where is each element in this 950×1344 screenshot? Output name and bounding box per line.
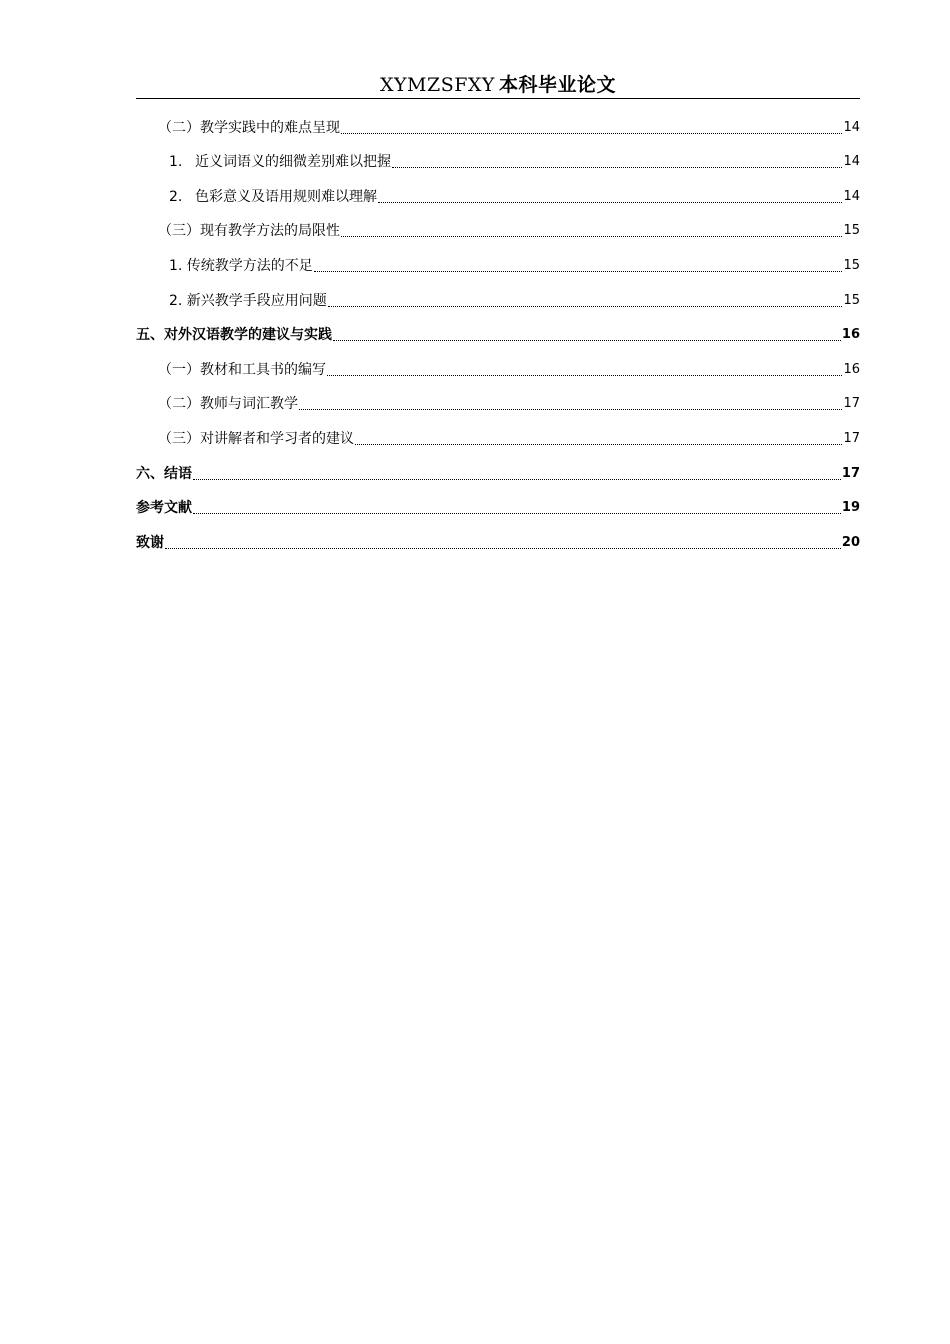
dot-leader [314, 271, 843, 272]
dot-leader [341, 236, 842, 237]
toc-entry-page: 20 [841, 534, 860, 550]
toc-entry-label: （三）现有教学方法的局限性 [158, 223, 340, 240]
dot-leader [328, 306, 843, 307]
toc-entry-number: 2. [169, 188, 183, 205]
dot-leader [341, 133, 842, 134]
toc-entry-label [169, 152, 391, 172]
toc-entry-label: 致谢 [136, 534, 164, 551]
header-latin-text: XYMZSFXY [379, 74, 495, 96]
toc-entry-page: 19 [841, 500, 860, 516]
toc-entry[interactable] [136, 525, 860, 560]
toc-entry-number: 1. [169, 154, 183, 171]
toc-entry-label: 六、结语 [136, 465, 192, 482]
toc-entry-label: 1. 传统教学方法的不足 [169, 257, 313, 274]
toc-entry-text: 近义词语义的细微差别难以把握 [195, 154, 391, 171]
toc-entry-page: 15 [843, 223, 860, 239]
header-rule [136, 98, 860, 99]
toc-entry[interactable] [136, 283, 860, 318]
toc-entry[interactable] [136, 421, 860, 456]
toc-entry-label: 五、对外汉语教学的建议与实践 [136, 327, 332, 344]
toc-entry-text: 色彩意义及语用规则难以理解 [195, 188, 377, 205]
toc-entry[interactable] [136, 456, 860, 491]
dot-leader [333, 340, 841, 341]
toc-entry[interactable] [136, 179, 860, 214]
toc-entry-page: 16 [841, 327, 860, 343]
toc-entry-page: 17 [841, 465, 860, 481]
toc-entry-label: （二）教学实践中的难点呈现 [158, 119, 340, 136]
dot-leader [193, 513, 841, 514]
dot-leader [165, 548, 841, 549]
toc-entry[interactable] [136, 248, 860, 283]
dot-leader [392, 167, 842, 168]
dot-leader [193, 479, 841, 480]
toc-entry-label: 参考文献 [136, 500, 192, 517]
toc-entry-page: 14 [843, 188, 860, 204]
toc-entry[interactable] [136, 491, 860, 526]
toc-entry-label: 2. 新兴教学手段应用问题 [169, 292, 327, 309]
dot-leader [378, 202, 842, 203]
toc-entry-label [169, 187, 377, 207]
toc-entry-page: 16 [843, 361, 860, 377]
toc-entry-page: 17 [843, 396, 860, 412]
toc-entry-label: （二）教师与词汇教学 [158, 396, 298, 413]
toc-entry-page: 14 [843, 154, 860, 170]
dot-leader [355, 444, 842, 445]
toc-entry[interactable] [136, 145, 860, 180]
toc-entry[interactable] [136, 110, 860, 145]
dot-leader [327, 375, 842, 376]
toc-entry-page: 14 [843, 119, 860, 135]
toc-entry-page: 15 [843, 292, 860, 308]
toc-entry[interactable] [136, 387, 860, 422]
toc-entry-label: （三）对讲解者和学习者的建议 [158, 430, 354, 447]
toc-entry-page: 15 [843, 257, 860, 273]
dot-leader [299, 409, 842, 410]
table-of-contents [136, 110, 860, 560]
running-header [136, 72, 860, 98]
toc-entry-label: （一）教材和工具书的编写 [158, 361, 326, 378]
toc-entry-page: 17 [843, 430, 860, 446]
header-title-text: 本科毕业论文 [498, 74, 616, 96]
toc-entry[interactable] [136, 352, 860, 387]
toc-entry[interactable] [136, 318, 860, 353]
toc-entry[interactable] [136, 214, 860, 249]
